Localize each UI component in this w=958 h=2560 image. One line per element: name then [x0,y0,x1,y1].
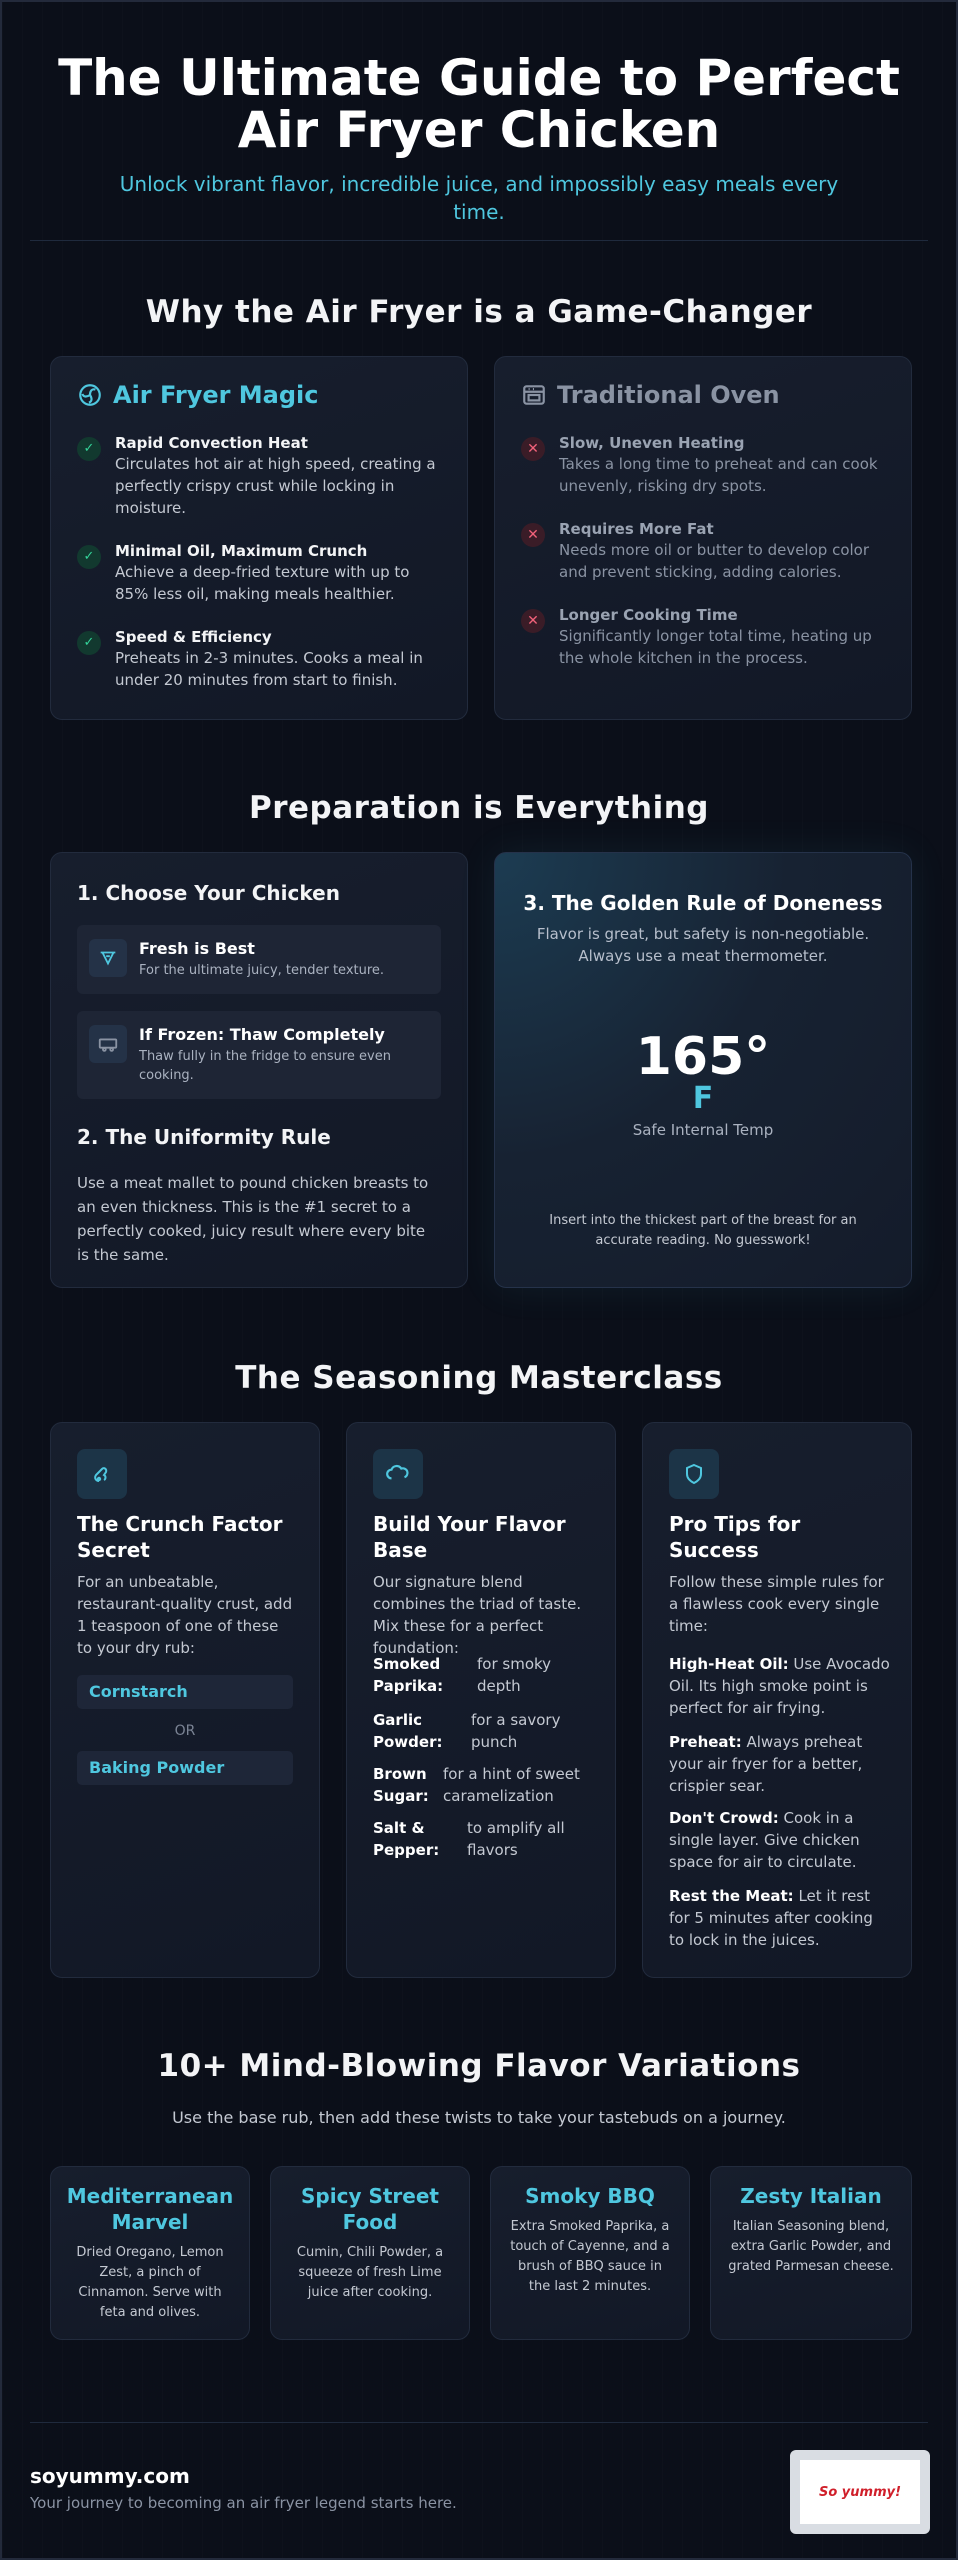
tip-text: Use Avocado Oil. Its high smoke point is perfect for air frying. [669,1655,890,1717]
doneness-heading: 3. The Golden Rule of Doneness [523,891,883,915]
divider [30,240,928,241]
section-title-variations: 10+ Mind-Blowing Flavor Variations [157,2048,801,2084]
flavor-base-card [346,1422,616,1978]
flavor-name: Brown Sugar: [373,1765,429,1805]
cornstarch-pill: Cornstarch [77,1675,293,1709]
variation-card [710,2166,912,2340]
list-item [521,605,885,669]
footer-tagline: Your journey to becoming an air fryer legend starts here. [30,2494,457,2512]
tips-desc: Follow these simple rules for a flawless cook every single time: [669,1573,884,1635]
air-fryer-heading-label: Air Fryer Magic [113,381,319,409]
flavor-row [373,1709,595,1753]
pro-tips-card [642,1422,912,1978]
doneness-card [494,852,912,1288]
item-text: Significantly longer total time, heating up the whole kitchen in the process. [559,627,872,667]
section-title-seasoning: The Seasoning Masterclass [235,1360,723,1396]
flavor-row [373,1653,595,1697]
variation-title: Smoky BBQ [525,2184,655,2208]
baking-powder-pill: Baking Powder [77,1751,293,1785]
variation-text: Extra Smoked Paprika, a touch of Cayenne, and a brush of BBQ sauce in the last 2 minutes. [510,2219,670,2294]
cross-icon: ✕ [521,523,545,547]
item-text: Circulates hot air at high speed, creating a perfectly crispy crust while locking in moisture. [115,455,436,517]
crunch-icon [77,1449,127,1499]
check-icon: ✓ [77,545,101,569]
tip-item [669,1807,891,1873]
frozen-box [77,1011,441,1099]
item-text: Needs more oil or butter to develop color and prevent sticking, adding calories. [559,541,870,581]
tip-item [669,1885,891,1951]
title-line-2: Air Fryer Chicken [237,101,721,159]
cross-icon: ✕ [521,437,545,461]
flavor-desc: Our signature blend combines the triad of taste. Mix these for a perfect foundation: [373,1573,582,1657]
tip-item [669,1731,891,1797]
tips-title: Pro Tips for Success [669,1512,801,1562]
variation-title: Spicy Street Food [301,2184,439,2234]
uniformity-heading: 2. The Uniformity Rule [77,1125,331,1149]
tip-item [669,1653,891,1719]
crunch-card [50,1422,320,1978]
fresh-text: For the ultimate juicy, tender texture. [139,963,385,978]
tip-label: Preheat: [669,1733,742,1751]
tip-label: High-Heat Oil: [669,1655,789,1673]
flavor-name: Smoked Paprika: [373,1655,444,1695]
oven-heading [521,381,780,409]
air-fryer-card [50,356,468,720]
variation-text: Italian Seasoning blend, extra Garlic Powder, and grated Parmesan cheese. [728,2219,894,2274]
variation-card [270,2166,470,2340]
item-title: Speed & Efficiency [115,628,272,646]
air-fryer-heading [77,381,319,409]
variation-card [50,2166,250,2340]
section-title-why: Why the Air Fryer is a Game-Changer [145,294,813,330]
flavor-text: for a hint of sweet caramelization [443,1765,580,1805]
item-text: Takes a long time to preheat and can cook unevenly, risking dry spots. [559,455,878,495]
item-title: Longer Cooking Time [559,606,738,624]
fresh-title: Fresh is Best [139,939,255,958]
fresh-icon [89,939,127,977]
variation-text: Dried Oregano, Lemon Zest, a pinch of Cinnamon. Serve with feta and olives. [76,2245,224,2320]
temperature-unit: F [692,1081,714,1116]
check-icon: ✓ [77,631,101,655]
flavor-row [373,1817,595,1861]
oven-icon [521,382,547,408]
variation-text: Cumin, Chili Powder, a squeeze of fresh Lime juice after cooking. [296,2245,444,2300]
flavor-title: Build Your Flavor Base [373,1512,566,1562]
tip-text: Cook in a single layer. Give chicken space for air to circulate. [669,1809,860,1871]
check-icon: ✓ [77,437,101,461]
flavor-row [373,1763,595,1807]
choose-chicken-card [50,852,468,1288]
variations-sub: Use the base rub, then add these twists to take your tastebuds on a journey. [172,2108,786,2127]
item-text: Preheats in 2-3 minutes. Cooks a meal in under 20 minutes from start to finish. [115,649,423,689]
tip-label: Don't Crowd: [669,1809,779,1827]
fan-icon [77,382,103,408]
section-title-prep: Preparation is Everything [248,790,709,826]
oven-heading-label: Traditional Oven [557,381,780,409]
flavor-name: Salt & Pepper: [373,1819,440,1859]
or-divider: OR [174,1723,196,1739]
doneness-sub: Flavor is great, but safety is non-negotiable. Always use a meat thermometer. [536,925,870,965]
flavor-text: for smoky depth [477,1655,552,1695]
tip-text: Let it rest for 5 minutes after cooking to lock in the juices. [669,1887,873,1949]
choose-heading: 1. Choose Your Chicken [77,881,340,905]
list-item [77,627,441,691]
oven-card [494,356,912,720]
crunch-desc: For an unbeatable, restaurant-quality crust, add 1 teaspoon of one of these to your dry rub: [77,1573,293,1657]
cross-icon: ✕ [521,609,545,633]
crunch-title: The Crunch Factor Secret [77,1512,283,1562]
frozen-text: Thaw fully in the fridge to ensure even cooking. [139,1049,391,1083]
title-line-1: The Ultimate Guide to Perfect [58,49,900,107]
item-text: Achieve a deep-fried texture with up to 85% less oil, making meals healthier. [115,563,410,603]
cloud-icon [373,1449,423,1499]
temperature-label: Safe Internal Temp [632,1121,774,1139]
variation-title: Zesty Italian [740,2184,882,2208]
item-title: Rapid Convection Heat [115,434,308,452]
item-title: Slow, Uneven Heating [559,434,745,452]
flavor-text: to amplify all flavors [467,1819,565,1859]
list-item [521,519,885,583]
footer-brand[interactable]: soyummy.com [30,2464,190,2488]
item-title: Requires More Fat [559,520,714,538]
list-item [521,433,885,497]
variation-title: Mediterranean Marvel [66,2184,234,2234]
flavor-text: for a savory punch [471,1711,561,1751]
list-item [77,541,441,605]
item-title: Minimal Oil, Maximum Crunch [115,542,368,560]
doneness-foot: Insert into the thickest part of the breast for an accurate reading. No guesswork! [549,1213,857,1248]
page-title [49,49,909,159]
hero [2,2,956,226]
temperature-value: 165° [635,1027,771,1087]
logo-image: So yummy! [800,2460,920,2524]
logo [790,2450,930,2534]
thaw-icon [89,1025,127,1063]
tip-label: Rest the Meat: [669,1887,794,1905]
fresh-box [77,925,441,994]
page-subtitle: Unlock vibrant flavor, incredible juice, and impossibly easy meals every time. [119,172,839,224]
variation-card [490,2166,690,2340]
flavor-name: Garlic Powder: [373,1711,443,1751]
uniformity-text: Use a meat mallet to pound chicken breasts to an even thickness. This is the #1 secret to a perfectly cooked, juicy result where every bite is the same. [77,1174,429,1264]
shield-icon [669,1449,719,1499]
list-item [77,433,441,519]
tip-text: Always preheat your air fryer for a better, crispier sear. [669,1733,863,1795]
divider [30,2422,928,2423]
frozen-title: If Frozen: Thaw Completely [139,1025,385,1044]
